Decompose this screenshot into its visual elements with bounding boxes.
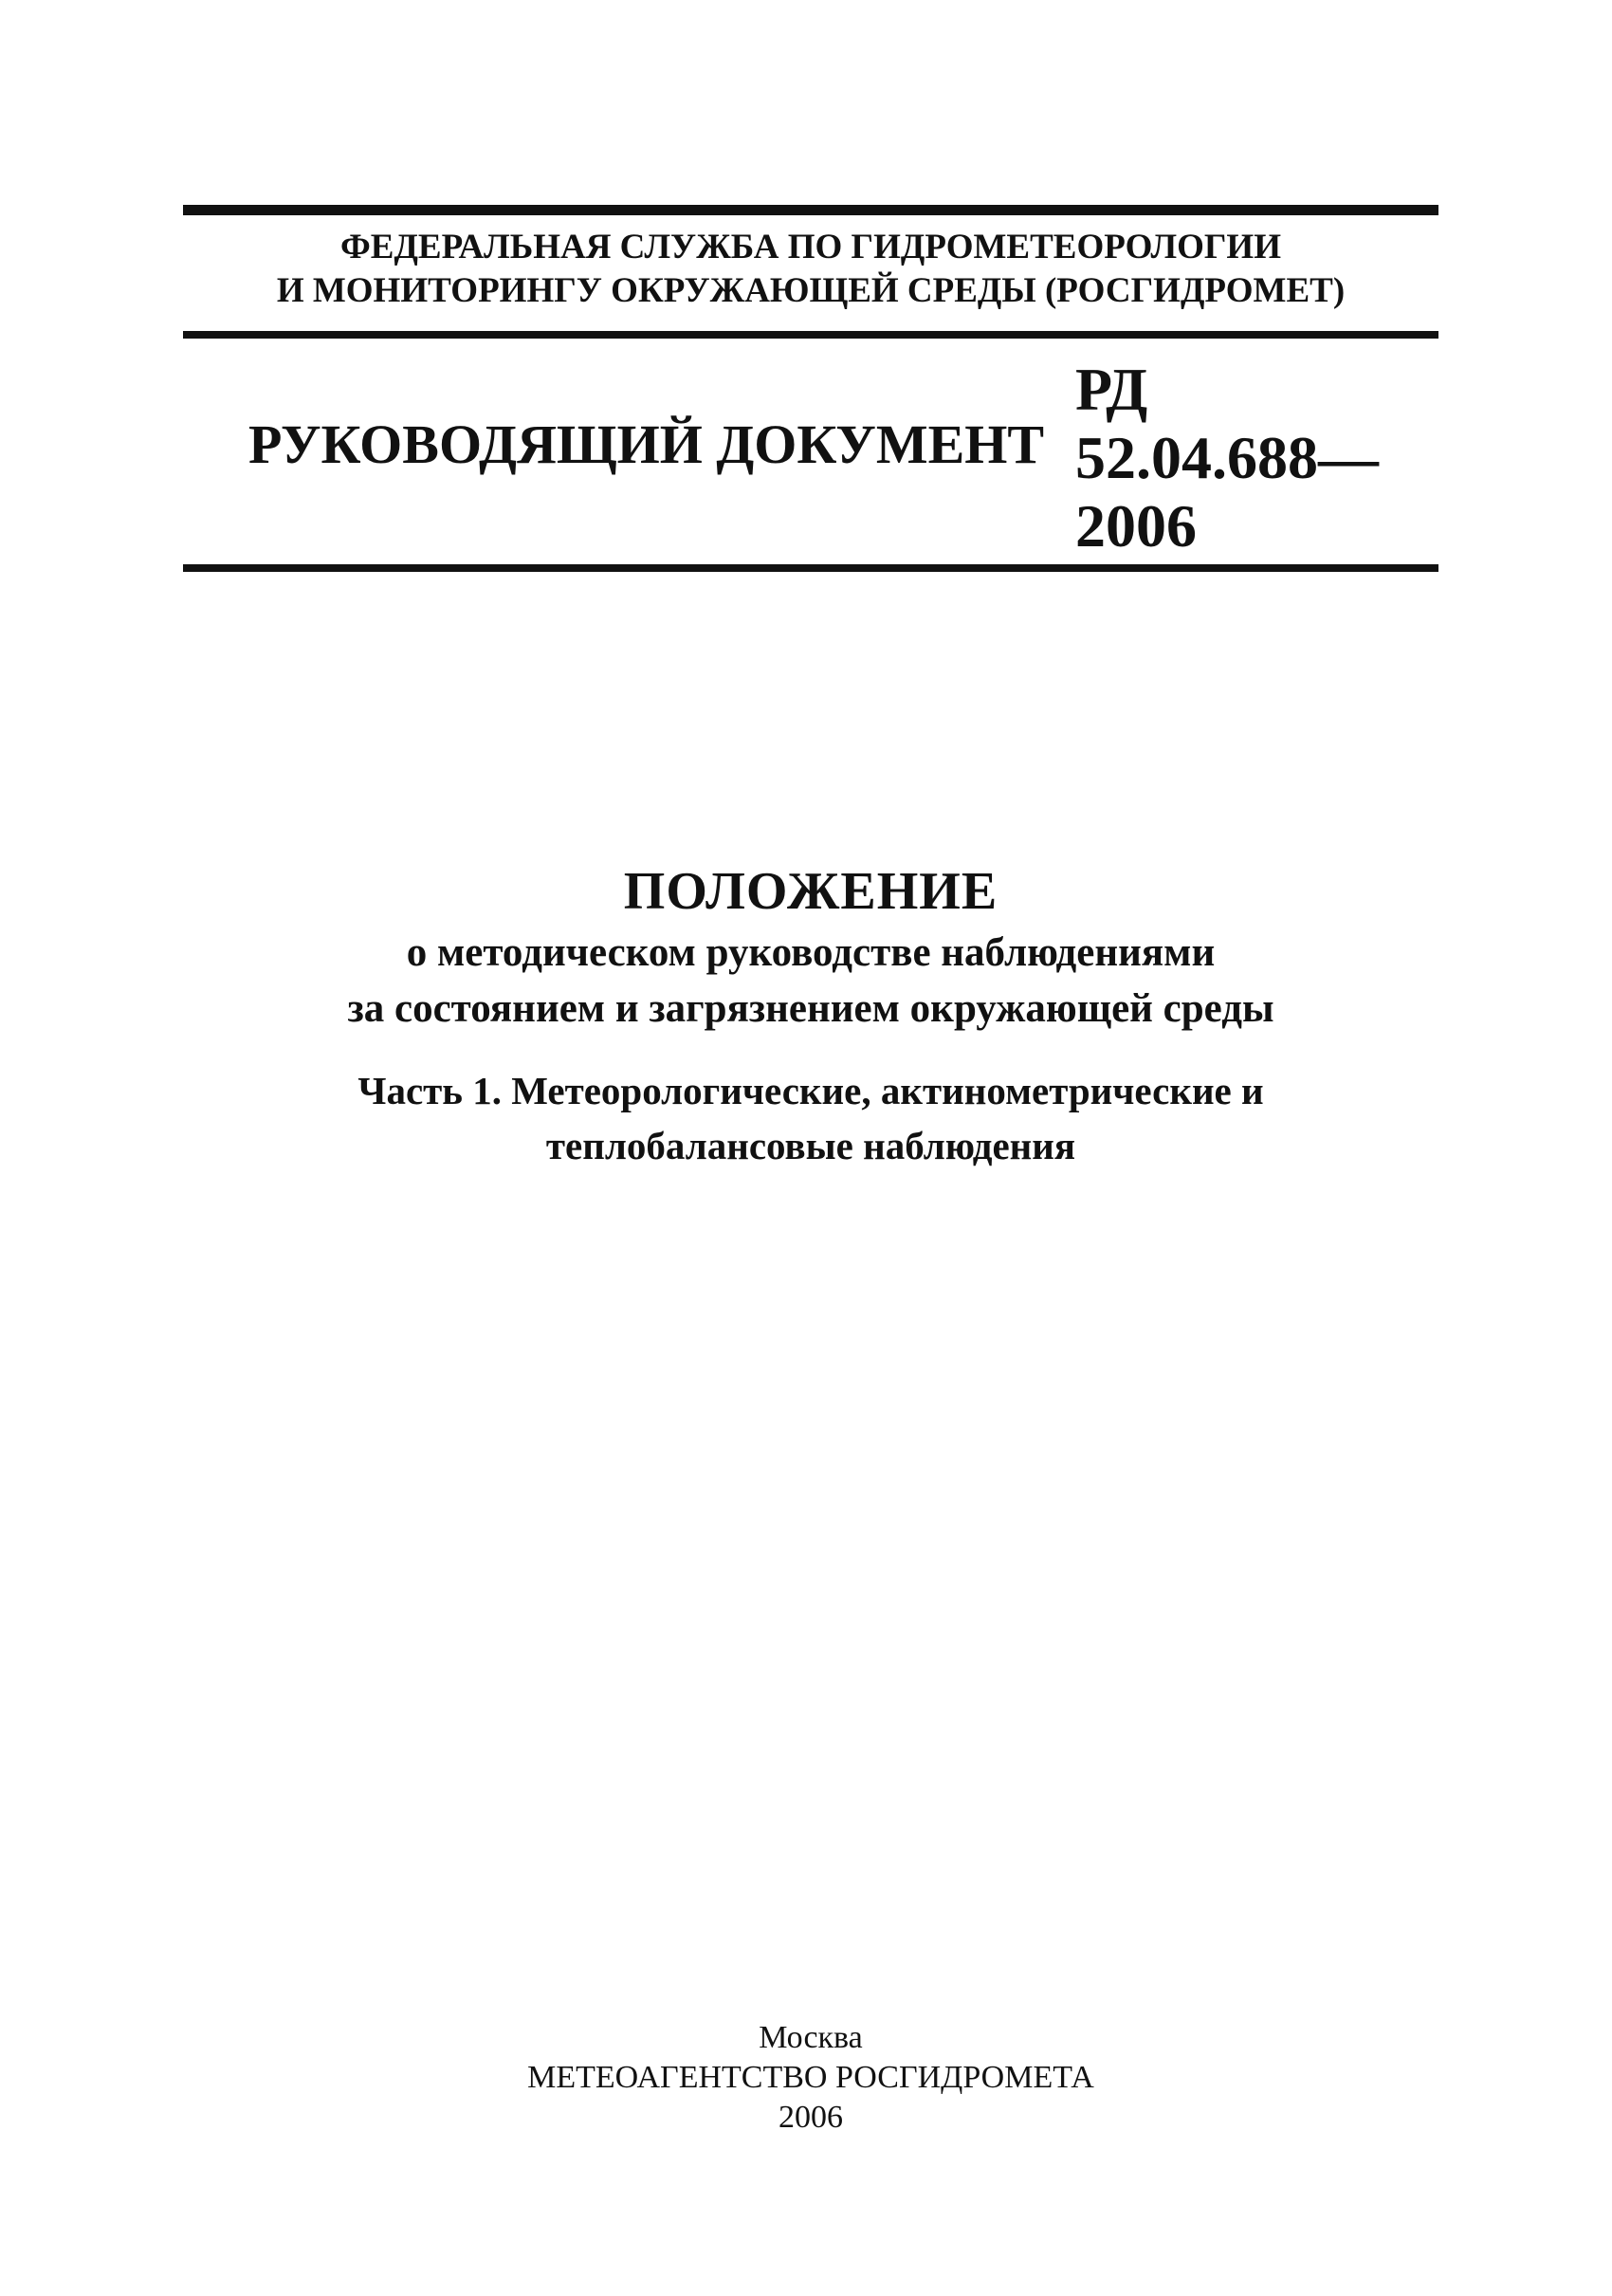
bottom-rule [183,564,1438,572]
title-block [183,858,1438,1173]
page-title: ПОЛОЖЕНИЕ [623,862,998,921]
subtitle-line-2: за состоянием и загрязнением окружающей среды [347,986,1274,1031]
imprint [183,2018,1438,2138]
subtitle-line-1: о методическом руководстве наблюдениями [406,930,1216,975]
document-number-prefix: РД [1075,356,1148,423]
part-line-2: теплобалансовые наблюдения [545,1124,1076,1167]
part-line-1: Часть 1. Метеорологические, актинометрические и [357,1069,1264,1112]
middle-rule [183,331,1438,339]
document-number-year: 2006 [1075,492,1197,560]
part-title [183,1063,1438,1173]
document-number [1075,356,1379,560]
imprint-publisher: МЕТЕОАГЕНТСТВО РОСГИДРОМЕТА [527,2060,1094,2095]
subtitle [183,925,1438,1037]
agency-line-2: И МОНИТОРИНГУ ОКРУЖАЮЩЕЙ СРЕДЫ (РОСГИДРОМЕТ) [276,271,1346,310]
agency-header [183,226,1438,313]
imprint-city: Москва [759,2020,863,2055]
agency-line-1: ФЕДЕРАЛЬНАЯ СЛУЖБА ПО ГИДРОМЕТЕОРОЛОГИИ [340,228,1281,266]
document-number-code: 52.04.688— [1075,424,1379,491]
top-rule [183,205,1438,215]
imprint-year: 2006 [779,2100,843,2135]
document-type: РУКОВОДЯЩИЙ ДОКУМЕНТ [248,413,1045,475]
